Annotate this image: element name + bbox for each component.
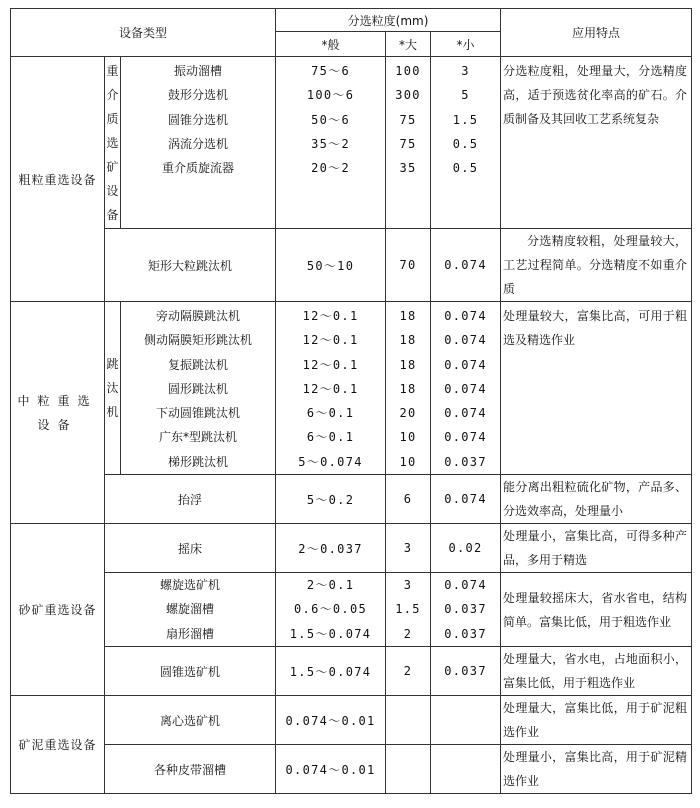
max-value: 10	[399, 454, 417, 469]
equipment-name: 侧动隔膜矩形跳汰机	[144, 333, 253, 348]
header-equipment-type: 设备类型	[11, 9, 276, 57]
typical-value: 2～0.037	[276, 524, 386, 573]
typical-value: 0.074～0.01	[276, 696, 386, 745]
header-min: *小	[431, 32, 501, 57]
feature-float: 能分离出粗粒硫化矿物，产品多、分选效率高，处理量小	[501, 475, 692, 524]
typical-value: 0.074～0.01	[276, 745, 386, 794]
equipment-name-shaking-table: 摇床	[105, 524, 276, 573]
category-medium: 中粒重选设备	[11, 302, 105, 524]
equipment-name-belt-sluice: 各种皮带溜槽	[105, 745, 276, 794]
feature-cone: 处理量大，省水电，占地面积小，富集比低，用于粗选作业	[501, 647, 692, 696]
max-value: 3	[386, 524, 431, 573]
header-features: 应用特点	[501, 9, 692, 57]
max-values-jigs	[386, 302, 431, 475]
typical-value: 6～0.1	[306, 406, 355, 421]
equipment-names-jigs	[121, 302, 276, 475]
max-value: 2	[386, 647, 431, 696]
equipment-name: 鼓形分选机	[168, 88, 229, 103]
max-values-dense-medium	[386, 57, 431, 229]
min-value: 0.074	[431, 475, 501, 524]
equipment-name: 复振跳汰机	[168, 357, 229, 372]
typical-value: 100～6	[306, 88, 355, 103]
typical-value: 2～0.1	[306, 578, 355, 593]
min-value: 0.5	[452, 136, 479, 151]
subgroup-char: 汰	[106, 381, 119, 396]
subgroup-char: 备	[106, 208, 119, 222]
max-value: 300	[395, 88, 421, 103]
typical-value: 6～0.1	[306, 430, 355, 445]
equipment-name: 圆锥分选机	[168, 112, 229, 127]
typical-value: 1.5～0.074	[289, 626, 372, 641]
max-value	[386, 696, 431, 745]
header-size-range: 分选粒度(mm)	[276, 9, 501, 32]
min-values-dense-medium	[431, 57, 501, 229]
max-value: 10	[399, 430, 417, 445]
equipment-name-cone: 圆锥选矿机	[105, 647, 276, 696]
subgroup-char: 介	[106, 88, 119, 102]
feature-centrifuge: 处理量大，富集比低，用于矿泥粗选作业	[501, 696, 692, 745]
header-max: *大	[386, 32, 431, 57]
min-value: 0.074	[444, 333, 487, 348]
max-value: 75	[399, 136, 417, 151]
min-value	[431, 745, 501, 794]
max-value: 2	[403, 626, 413, 641]
typical-value: 50～10	[276, 229, 386, 302]
equipment-name: 涡流分选机	[168, 136, 229, 151]
typical-value: 20～2	[311, 161, 350, 176]
typical-value: 12～0.1	[302, 357, 359, 372]
feature-large-jig: 分选精度较粗，处理量较大，工艺过程简单。分选精度不如重介质	[501, 229, 692, 302]
equipment-name: 圆形跳汰机	[168, 381, 229, 396]
feature-shaking-table: 处理量小，富集比高，可得多种产品，多用于精选	[501, 524, 692, 573]
equipment-names-dense-medium	[121, 57, 276, 229]
min-value: 0.074	[444, 357, 487, 372]
header-typical: *般	[276, 32, 386, 57]
max-value: 6	[386, 475, 431, 524]
max-value: 100	[395, 64, 421, 78]
min-value: 3	[461, 64, 470, 78]
max-value: 70	[386, 229, 431, 302]
subgroup-char: 矿	[106, 160, 119, 174]
min-value: 0.02	[431, 524, 501, 573]
subgroup-jig	[105, 302, 121, 475]
max-value: 18	[399, 381, 417, 396]
max-value: 18	[399, 333, 417, 348]
feature-jigs: 处理量较大，富集比高，可用于粗选及精选作业	[501, 302, 692, 475]
feature-belt-sluice: 处理量小，富集比高，用于矿泥精选作业	[501, 745, 692, 794]
typical-value: 12～0.1	[302, 333, 359, 348]
max-value: 20	[399, 406, 417, 421]
typical-value: 35～2	[311, 136, 350, 151]
max-values-spirals	[386, 573, 431, 647]
max-value: 18	[399, 309, 417, 323]
min-value: 0.037	[444, 602, 487, 617]
equipment-name: 旁动隔膜跳汰机	[156, 309, 241, 323]
typical-values-spirals	[276, 573, 386, 647]
min-value: 0.074	[431, 229, 501, 302]
feature-dense-medium: 分选粒度粗，处理量大，分选精度高，适于预选贫化率高的矿石。介质制备及其回收工艺系统复杂	[501, 57, 692, 229]
min-value: 1.5	[452, 112, 479, 127]
equipment-name-large-jig: 矩形大粒跳汰机	[105, 229, 276, 302]
equipment-name: 扇形溜槽	[166, 626, 215, 641]
equipment-name: 螺旋选矿机	[160, 578, 221, 593]
equipment-name: 振动溜槽	[174, 64, 223, 78]
typical-value: 75～6	[311, 64, 350, 78]
category-sand: 砂矿重选设备	[11, 524, 105, 696]
equipment-names-spirals	[105, 573, 276, 647]
equipment-name-centrifuge: 离心选矿机	[105, 696, 276, 745]
typical-value: 50～6	[311, 112, 350, 127]
subgroup-char: 机	[106, 405, 119, 420]
min-value: 0.037	[431, 647, 501, 696]
typical-value: 1.5～0.074	[276, 647, 386, 696]
typical-value: 12～0.1	[302, 381, 359, 396]
max-value: 1.5	[395, 602, 421, 617]
min-values-spirals	[431, 573, 501, 647]
feature-spirals: 处理量较摇床大，省水省电，结构简单。富集比低，用于粗选作业	[501, 573, 692, 647]
typical-values-dense-medium	[276, 57, 386, 229]
category-coarse: 粗粒重选设备	[11, 57, 105, 302]
subgroup-char: 重	[106, 64, 119, 78]
equipment-name: 广东*型跳汰机	[159, 430, 238, 445]
subgroup-dense-medium	[105, 57, 121, 229]
min-value: 0.074	[444, 406, 487, 421]
max-value: 35	[399, 161, 417, 176]
min-value: 0.5	[452, 161, 479, 176]
min-value: 0.074	[444, 309, 487, 323]
typical-values-jigs	[276, 302, 386, 475]
min-value	[431, 696, 501, 745]
min-value: 0.074	[444, 430, 487, 445]
equipment-name: 重介质旋流器	[162, 161, 235, 176]
min-value: 0.074	[444, 578, 487, 593]
gravity-separation-equipment-table	[10, 8, 692, 794]
equipment-table-sheet	[10, 8, 692, 794]
max-value: 3	[403, 578, 413, 593]
typical-value: 0.6～0.05	[294, 602, 368, 617]
typical-value: 5～0.074	[298, 454, 363, 469]
subgroup-char: 设	[106, 184, 119, 198]
max-value: 75	[399, 112, 417, 127]
min-value: 0.037	[444, 454, 487, 469]
equipment-name-float: 抬浮	[105, 475, 276, 524]
subgroup-char: 质	[106, 112, 119, 126]
min-value: 0.074	[444, 381, 487, 396]
min-values-jigs	[431, 302, 501, 475]
min-value: 5	[461, 88, 470, 103]
equipment-name: 梯形跳汰机	[168, 454, 229, 469]
typical-value: 5～0.2	[276, 475, 386, 524]
equipment-name: 螺旋溜槽	[166, 602, 215, 617]
min-value: 0.037	[444, 626, 487, 641]
max-value: 18	[399, 357, 417, 372]
subgroup-char: 选	[106, 136, 119, 150]
category-slime: 矿泥重选设备	[11, 696, 105, 794]
max-value	[386, 745, 431, 794]
typical-value: 12～0.1	[302, 309, 359, 323]
equipment-name: 下动圆锥跳汰机	[156, 406, 241, 421]
subgroup-char: 跳	[106, 357, 119, 372]
